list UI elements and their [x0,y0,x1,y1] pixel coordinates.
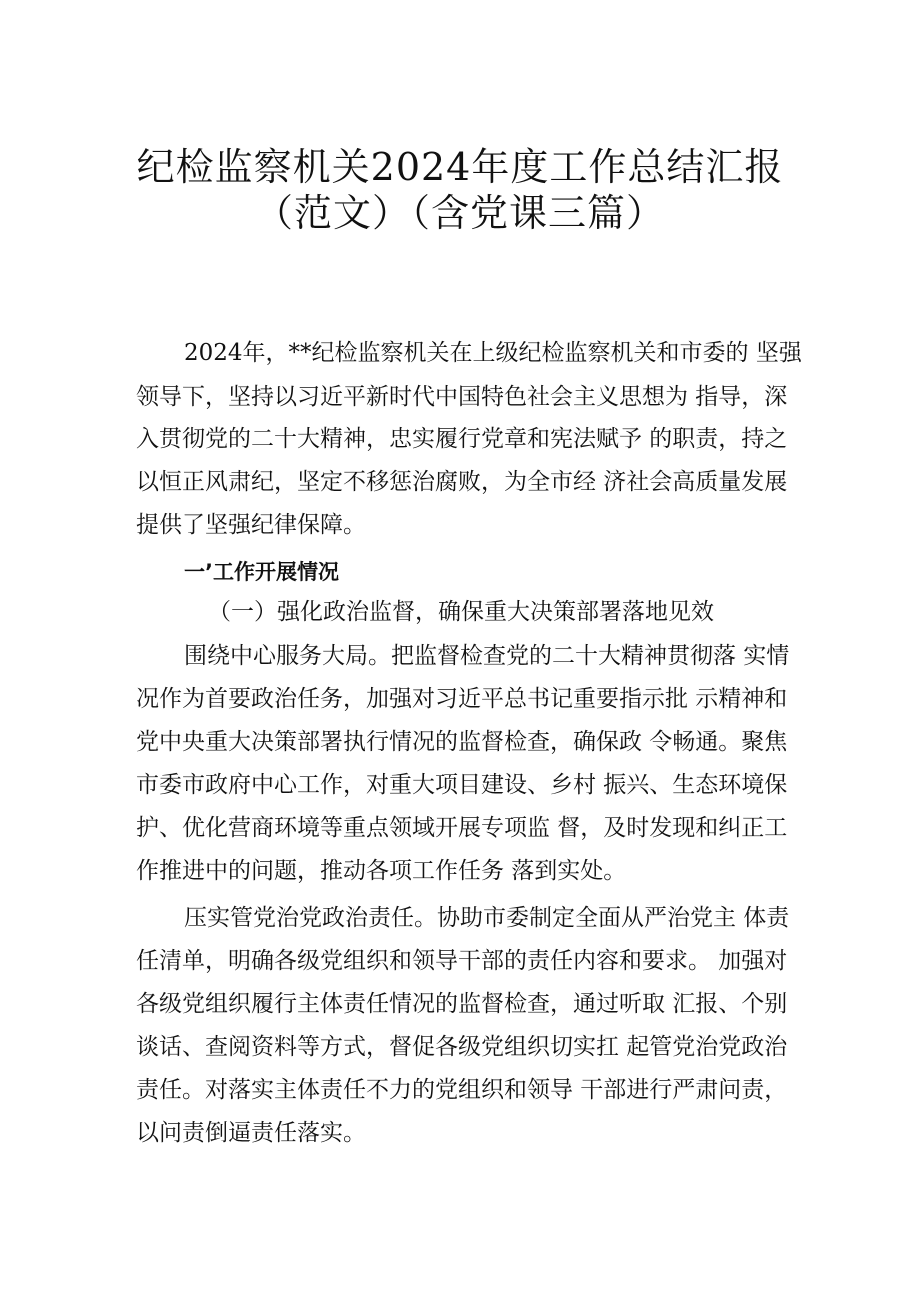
document-title: 纪检监察机关2024年度工作总结汇报 [136,145,784,189]
paragraph-line: 提供了坚强纪律保障。 [136,512,366,538]
paragraph-line: 各级党组织履行主体责任情况的监督检查，通过听取 汇报、个别 [136,991,788,1017]
paragraph-line: 围绕中心服务大局。把监督检查党的二十大精神贯彻落 实情 [184,643,790,669]
paragraph-line: 2024年，**纪检监察机关在上级纪检监察机关和市委的 坚强 [184,340,802,366]
paragraph-line: 谈话、查阅资料等方式，督促各级党组织切实扛 起管党治党政治 [136,1034,788,1060]
paragraph-line: 党中央重大决策部署执行情况的监督检查，确保政 令畅通。聚焦 [136,729,788,755]
document-subtitle: （范文）（含党课三篇） [254,191,665,235]
paragraph-line: 市委市政府中心工作，对重大项目建设、乡村 振兴、生态环境保 [136,772,788,798]
paragraph-line: 况作为首要政治任务，加强对习近平总书记重要指示批 示精神和 [136,686,788,712]
paragraph-line: 入贯彻党的二十大精神，忠实履行党章和宪法赋予 的职责，持之 [136,426,788,452]
paragraph-line: 作推进中的问题，推动各项工作任务 落到实处。 [136,858,627,884]
subsection-heading: （一）强化政治监督，确保重大决策部署落地见效 [208,599,714,625]
paragraph-line: 护、优化营商环境等重点领域开展专项监 督，及时发现和纠正工 [136,815,788,841]
paragraph-line: 以问责倒逼责任落实。 [136,1120,366,1146]
paragraph-line: 压实管党治党政治责任。协助市委制定全面从严治党主 体责 [184,905,790,931]
section-heading: 一’工作开展情况 [184,560,339,584]
paragraph-line: 以恒正风肃纪，坚定不移惩治腐败，为全市经 济社会高质量发展 [136,469,788,495]
paragraph-line: 任清单，明确各级党组织和领导干部的责任内容和要求。 加强对 [136,948,788,974]
paragraph-line: 领导下，坚持以习近平新时代中国特色社会主义思想为 指导，深 [136,384,788,410]
paragraph-line: 责任。对落实主体责任不力的党组织和领导 干部进行严肃问责， [136,1077,788,1103]
